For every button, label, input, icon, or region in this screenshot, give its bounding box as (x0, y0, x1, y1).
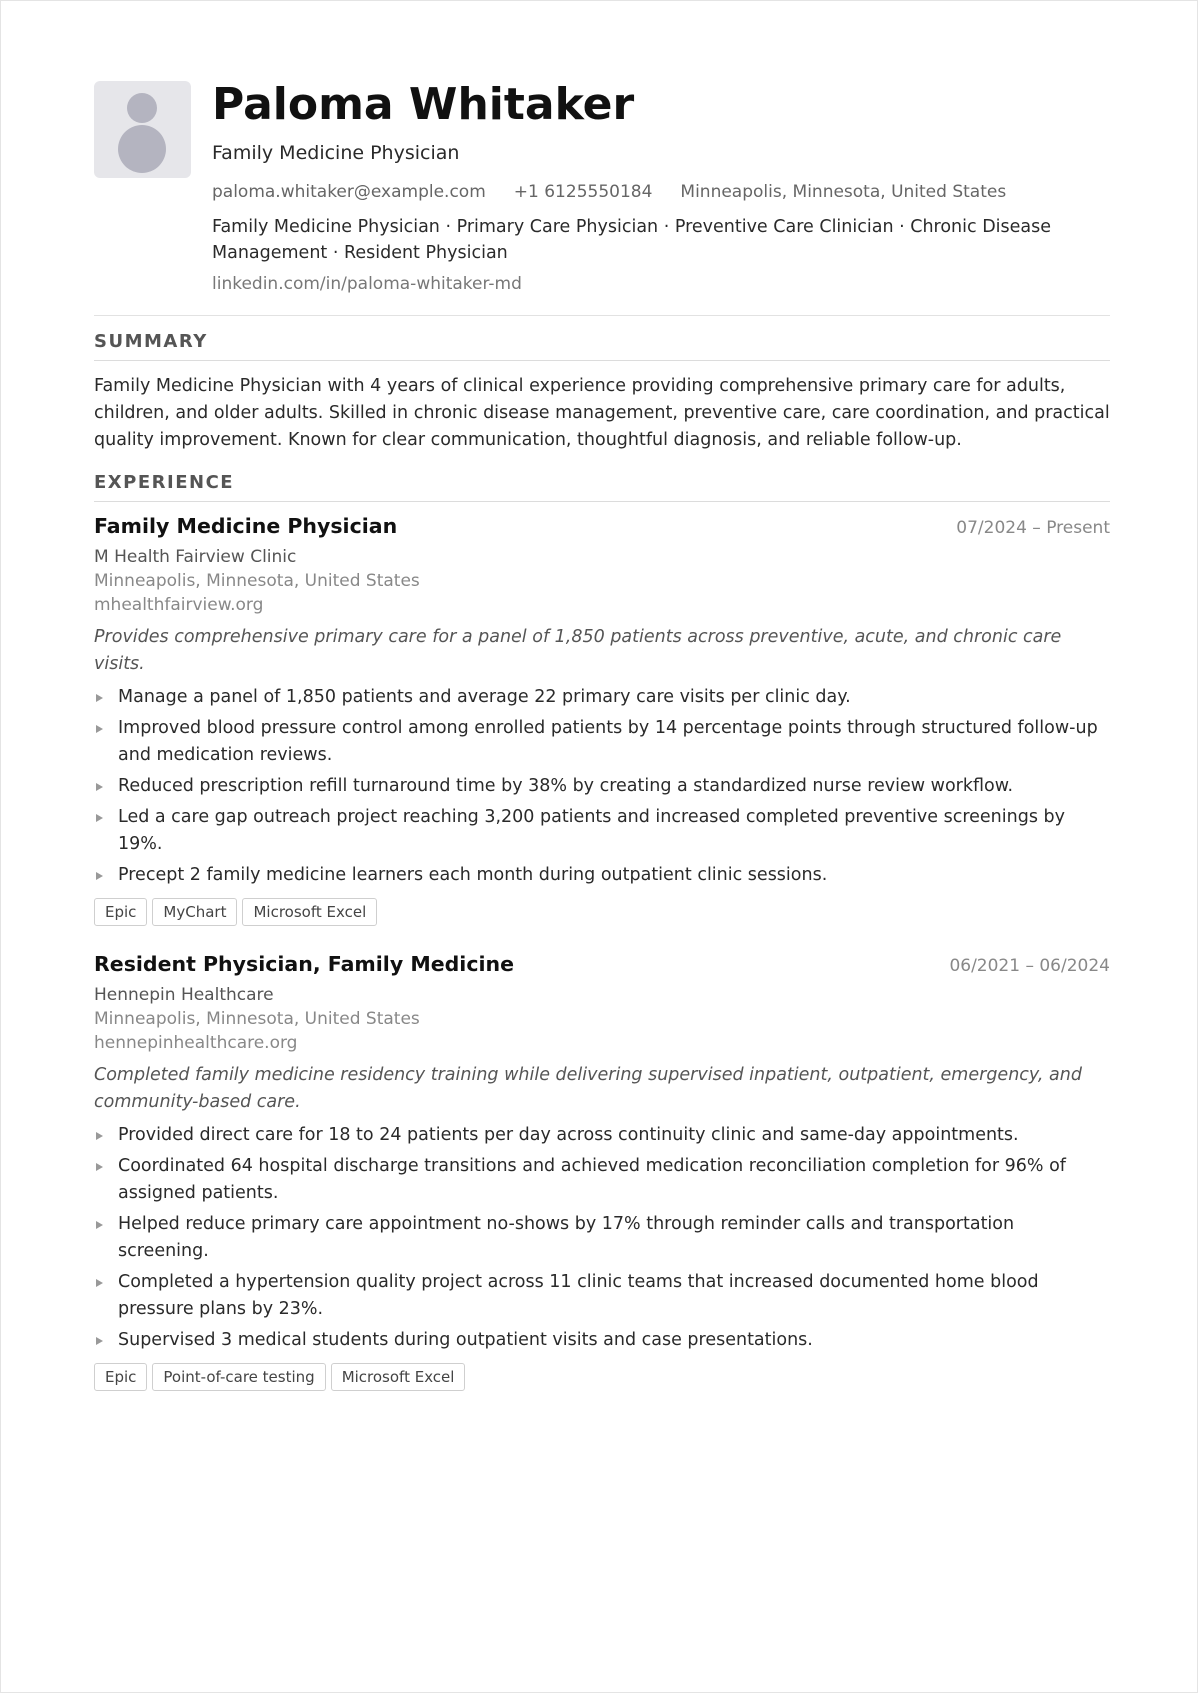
bullet-text: Precept 2 family medicine learners each month during outpatient clinic sessions. (118, 865, 828, 885)
job-description: Completed family medicine residency training while delivering supervised inpatient, outpatient, emergency, and community-based care. (94, 1065, 1082, 1112)
list-item (94, 862, 1110, 889)
avatar-body-shape (118, 125, 166, 173)
job-dates: 06/2021 – 06/2024 (949, 956, 1110, 976)
contact-row (212, 182, 1110, 202)
job-header (94, 952, 1110, 976)
skill-tag: MyChart (152, 898, 237, 926)
linkedin-link[interactable]: linkedin.com/in/paloma-whitaker-md (212, 274, 522, 294)
skill-tag: Microsoft Excel (242, 898, 377, 926)
list-item (94, 1327, 1110, 1354)
list-item (94, 715, 1110, 769)
job-description: Provides comprehensive primary care for a panel of 1,850 patients across preventive, acute, and chronic care visits. (94, 627, 1062, 674)
bullet-text: Improved blood pressure control among enrolled patients by 14 percentage points through structured follow-up and medication reviews. (118, 718, 1098, 765)
triangle-bullet-icon (96, 1279, 103, 1287)
job-organization: Hennepin Healthcare (94, 985, 274, 1005)
list-item (94, 804, 1110, 858)
job-role: Family Medicine Physician (94, 514, 398, 538)
list-item (94, 1122, 1110, 1149)
avatar-head-shape (127, 93, 157, 123)
job-organization: M Health Fairview Clinic (94, 547, 297, 567)
triangle-bullet-icon (96, 1163, 103, 1171)
triangle-bullet-icon (96, 1337, 103, 1345)
bullet-text: Completed a hypertension quality project across 11 clinic teams that increased documented home blood pressure plans by 23%. (118, 1272, 1039, 1319)
skill-tag: Epic (94, 898, 147, 926)
job-website-link[interactable]: hennepinhealthcare.org (94, 1033, 298, 1053)
job-role: Resident Physician, Family Medicine (94, 952, 514, 976)
profile-header (94, 81, 1110, 294)
skill-tag: Point-of-care testing (152, 1363, 325, 1391)
triangle-bullet-icon (96, 783, 103, 791)
triangle-bullet-icon (96, 814, 103, 822)
bullet-text: Coordinated 64 hospital discharge transitions and achieved medication reconciliation completion for 96% of assigned patients. (118, 1156, 1066, 1203)
skill-tag: Epic (94, 1363, 147, 1391)
bullet-text: Reduced prescription refill turnaround time by 38% by creating a standardized nurse review workflow. (118, 776, 1014, 796)
contact-email[interactable]: paloma.whitaker@example.com (212, 182, 486, 202)
job-location: Minneapolis, Minnesota, United States (94, 1009, 420, 1029)
contact-location: Minneapolis, Minnesota, United States (680, 182, 1007, 202)
bullet-text: Supervised 3 medical students during outpatient visits and case presentations. (118, 1330, 813, 1350)
job-bullet-list (94, 684, 1110, 889)
triangle-bullet-icon (96, 694, 103, 702)
profile-info (212, 81, 1110, 294)
contact-phone[interactable]: +1 6125550184 (513, 182, 653, 202)
bullet-text: Helped reduce primary care appointment no-shows by 17% through reminder calls and transportation screening. (118, 1214, 1015, 1261)
job-dates: 07/2024 – Present (956, 518, 1110, 538)
profile-headline: Family Medicine Physician · Primary Care Physician · Preventive Care Clinician · Chronic Disease Management · Resident Physician (212, 217, 1052, 263)
resume-content (94, 81, 1110, 1391)
list-item (94, 773, 1110, 800)
triangle-bullet-icon (96, 725, 103, 733)
skill-tag: Microsoft Excel (331, 1363, 466, 1391)
job-bullet-list (94, 1122, 1110, 1354)
summary-heading: SUMMARY (94, 331, 1110, 361)
experience-heading: EXPERIENCE (94, 472, 1110, 502)
profile-title: Family Medicine Physician (212, 142, 460, 164)
bullet-text: Manage a panel of 1,850 patients and average 22 primary care visits per clinic day. (118, 687, 851, 707)
skill-tags (94, 898, 1110, 926)
experience-entry (94, 514, 1110, 926)
experience-entry (94, 952, 1110, 1391)
job-header (94, 514, 1110, 538)
list-item (94, 1211, 1110, 1265)
triangle-bullet-icon (96, 1132, 103, 1140)
list-item (94, 1269, 1110, 1323)
list-item (94, 684, 1110, 711)
header-divider (94, 315, 1110, 316)
list-item (94, 1153, 1110, 1207)
triangle-bullet-icon (96, 1221, 103, 1229)
bullet-text: Provided direct care for 18 to 24 patients per day across continuity clinic and same-day appointments. (118, 1125, 1019, 1145)
profile-name: Paloma Whitaker (212, 79, 635, 130)
job-website-link[interactable]: mhealthfairview.org (94, 595, 264, 615)
job-location: Minneapolis, Minnesota, United States (94, 571, 420, 591)
skill-tags (94, 1363, 1110, 1391)
avatar-placeholder-icon (94, 81, 191, 178)
triangle-bullet-icon (96, 872, 103, 880)
bullet-text: Led a care gap outreach project reaching 3,200 patients and increased completed preventive screenings by 19%. (118, 807, 1065, 854)
summary-text: Family Medicine Physician with 4 years of clinical experience providing comprehensive primary care for adults, children, and older adults. Skilled in chronic disease management, preventive care, care coordination, and practical quality improvement. Known for clear communication, thoughtful diagnosis, and reliable follow-up. (94, 376, 1110, 450)
